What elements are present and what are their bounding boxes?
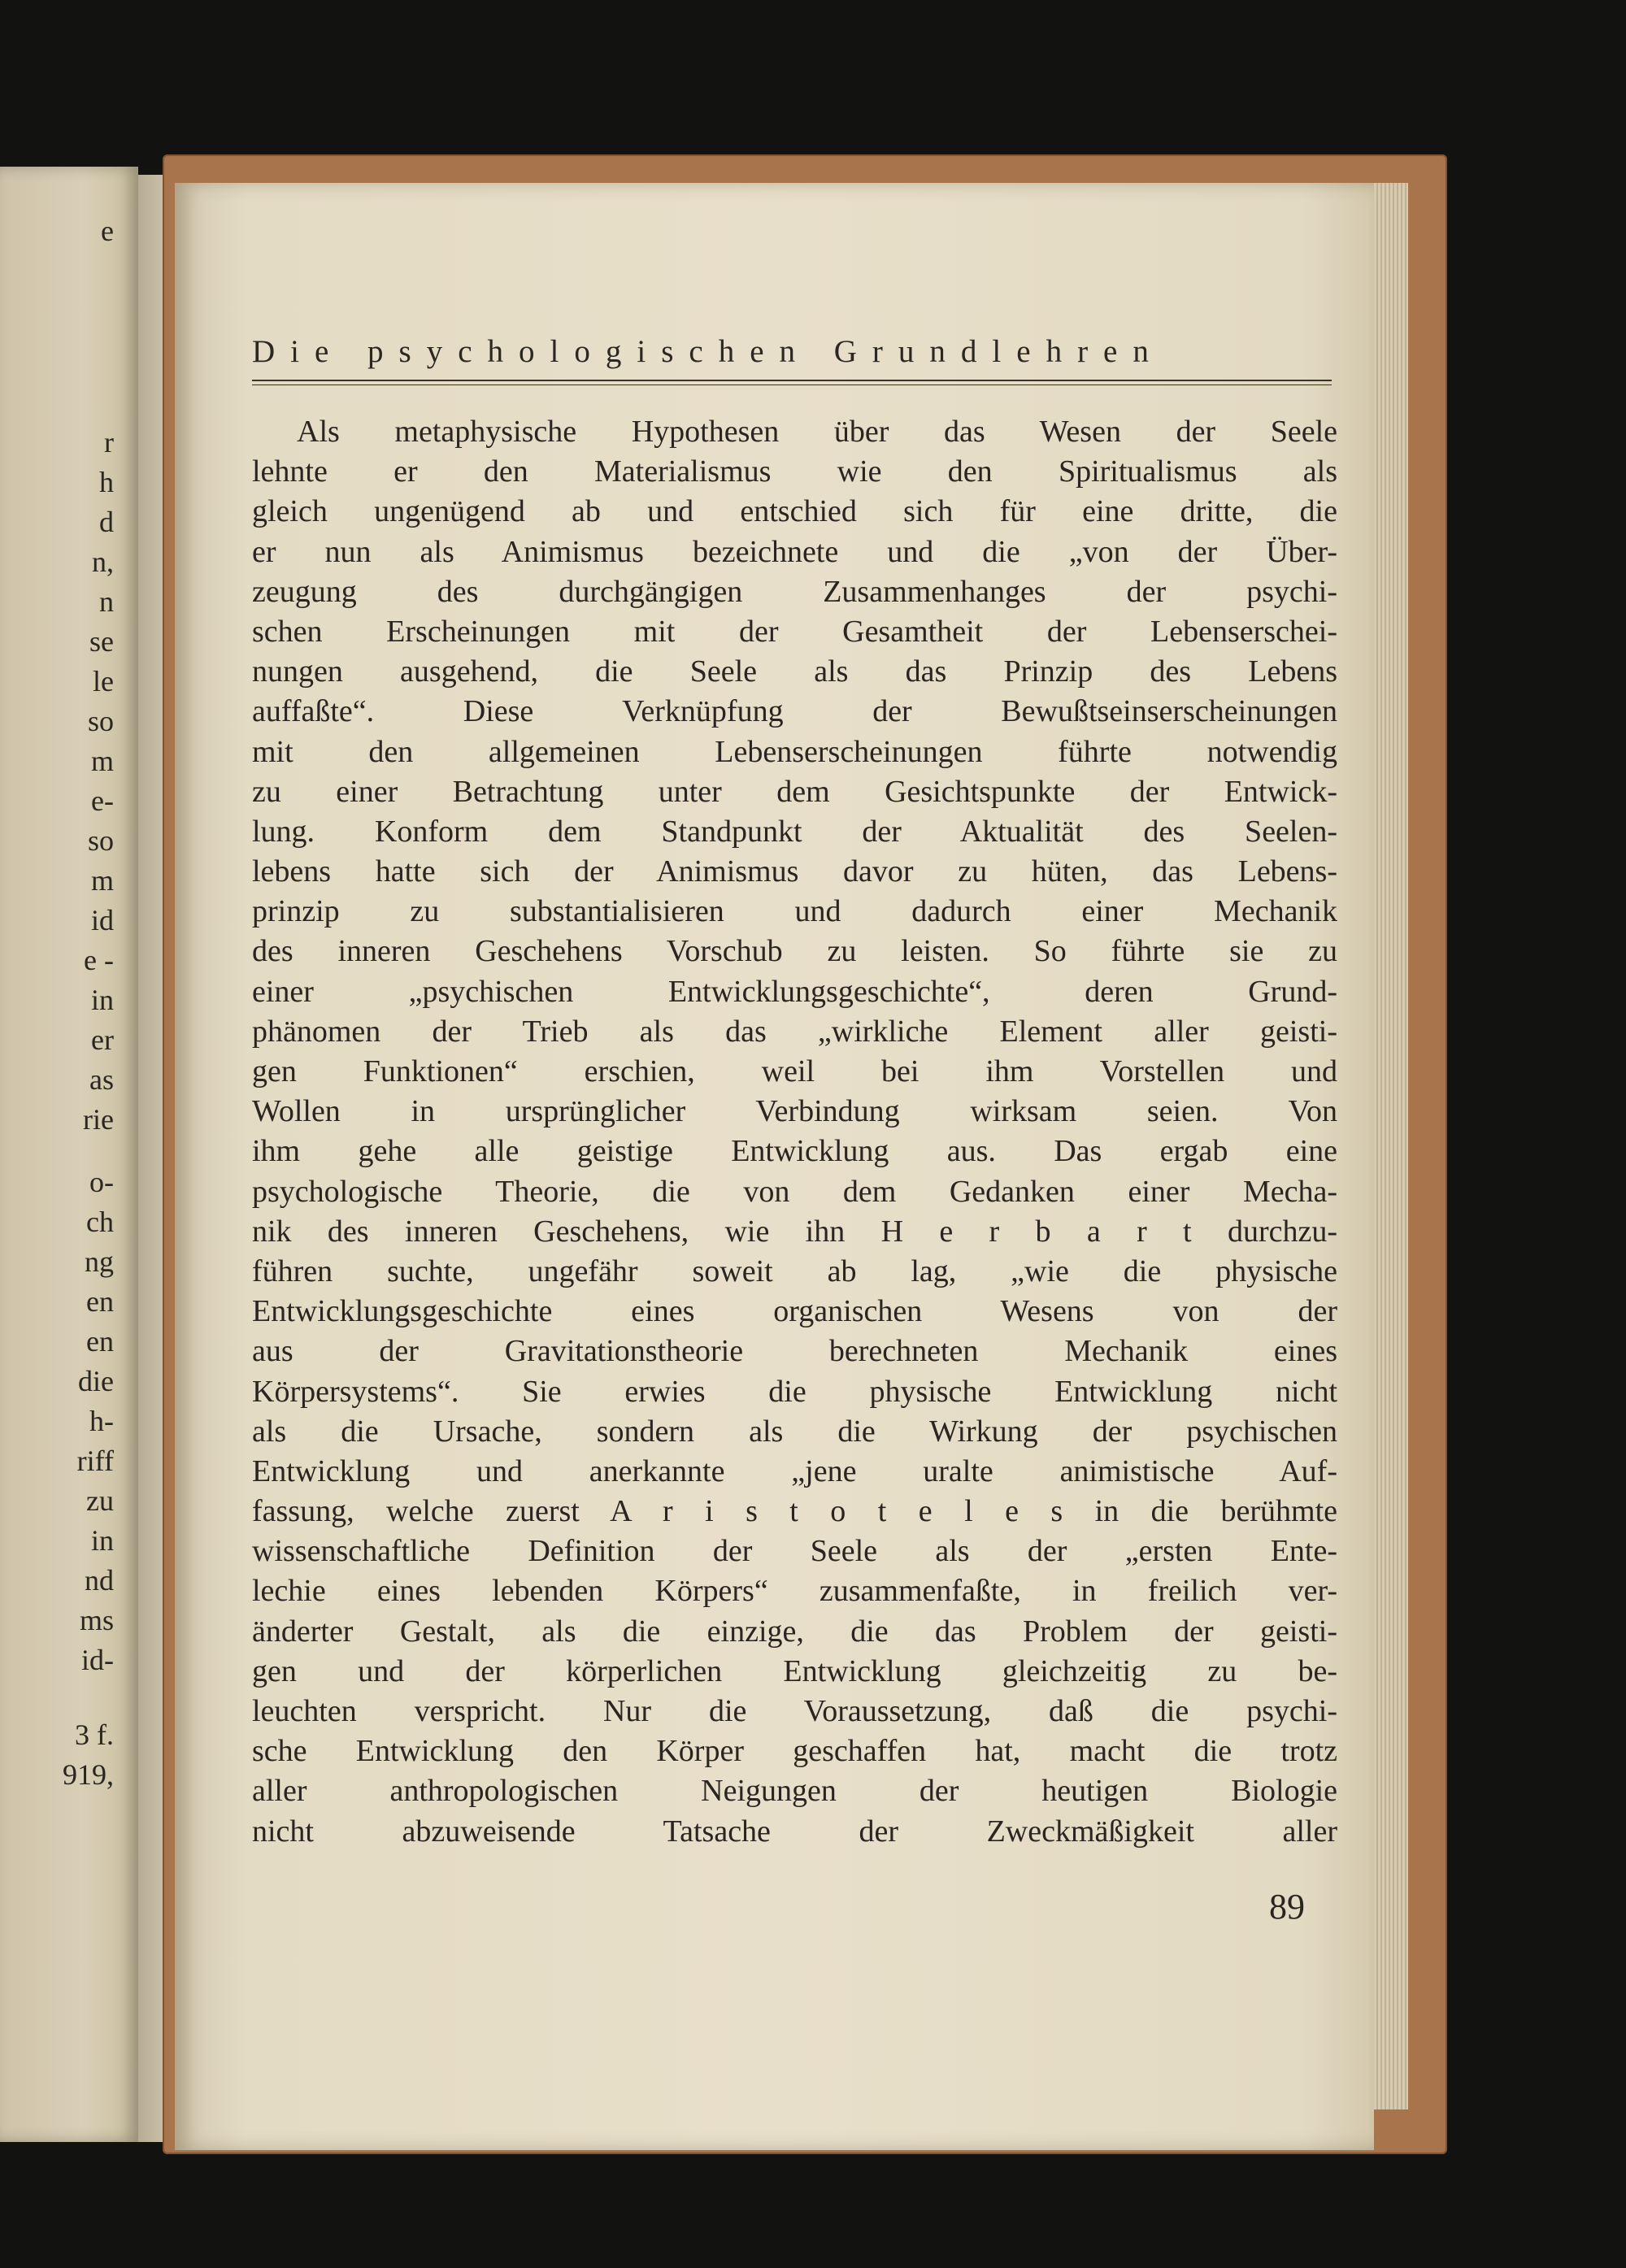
left-page-fragment: zu (86, 1484, 114, 1517)
left-page-fragment: m (90, 864, 114, 897)
text-line: leuchten verspricht. Nur die Voraussetzung, daß die psychi- (252, 1694, 1337, 1728)
text-line: änderter Gestalt, als die einzige, die das Problem der geisti- (252, 1614, 1337, 1649)
text-line: nik des inneren Geschehens, wie ihn H e r b a r t durchzu- (252, 1214, 1337, 1249)
text-line: einer „psychischen Entwicklungsgeschichte“, deren Grund- (252, 974, 1337, 1009)
left-page-fragment: rie (83, 1103, 114, 1136)
text-line: wissenschaftliche Definition der Seele als der „ersten Ente- (252, 1534, 1337, 1569)
text-line: gen Funktionen“ erschien, weil bei ihm Vorstellen und (252, 1054, 1337, 1088)
left-page-fragment: ng (85, 1245, 114, 1278)
left-page-fragment: d (99, 506, 114, 538)
left-page-fragment: in (90, 984, 114, 1016)
text-line: als die Ursache, sondern als die Wirkung der psychischen (252, 1414, 1337, 1449)
left-page-fragment: h- (89, 1405, 114, 1437)
text-line: Wollen in ursprünglicher Verbindung wirksam seien. Von (252, 1094, 1337, 1129)
left-page-fragment: id- (81, 1644, 114, 1676)
text-line: psychologische Theorie, die von dem Gedanken einer Mecha- (252, 1174, 1337, 1209)
text-line: zeugung des durchgängigen Zusammenhanges der psychi- (252, 574, 1337, 609)
left-page-fragment: e (101, 215, 114, 247)
left-page-fragment: se (89, 625, 114, 658)
left-page-fragment: as (89, 1063, 114, 1096)
text-line: des inneren Geschehens Vorschub zu leisten. So führte sie zu (252, 934, 1337, 969)
text-line: schen Erscheinungen mit der Gesamtheit der Lebenserschei- (252, 614, 1337, 649)
left-page-fragment: in (90, 1524, 114, 1557)
text-line: aller anthropologischen Neigungen der heutigen Biologie (252, 1774, 1337, 1809)
previous-page (0, 167, 138, 2142)
left-page-fragment: en (86, 1325, 114, 1358)
left-page-fragment: 919, (63, 1758, 114, 1791)
text-line: nicht abzuweisende Tatsache der Zweckmäßigkeit aller (252, 1814, 1337, 1849)
text-line: lung. Konform dem Standpunkt der Aktualität des Seelen- (252, 814, 1337, 849)
left-page-fragment: ch (86, 1206, 114, 1238)
left-page-fragment: n (99, 585, 114, 618)
left-page-fragment: ms (79, 1604, 114, 1636)
left-page-fragment: m (90, 745, 114, 777)
current-page (175, 183, 1374, 2150)
text-line: Entwicklung und anerkannte „jene uralte animistische Auf- (252, 1453, 1337, 1488)
left-page-fragment: e - (84, 944, 114, 976)
text-line: fassung, welche zuerst A r i s t o t e l e s in die berühmte (252, 1494, 1337, 1529)
left-page-fragment: e- (91, 784, 114, 817)
text-line: gleich ungenügend ab und entschied sich für eine dritte, die (252, 494, 1337, 529)
text-line: lehnte er den Materialismus wie den Spiritualismus als (252, 454, 1337, 489)
text-line: ihm gehe alle geistige Entwicklung aus. Das ergab eine (252, 1134, 1337, 1169)
text-line: lebens hatte sich der Animismus davor zu hüten, das Lebens- (252, 854, 1337, 889)
body-text (252, 412, 1337, 1852)
text-line: nungen ausgehend, die Seele als das Prinzip des Lebens (252, 654, 1337, 689)
left-page-fragment: o- (89, 1166, 114, 1198)
left-page-fragment: le (93, 665, 114, 697)
text-line: führen suchte, ungefähr soweit ab lag, „wie die physische (252, 1253, 1337, 1288)
page-number: 89 (1269, 1887, 1305, 1927)
text-line: aus der Gravitationstheorie berechneten Mechanik eines (252, 1334, 1337, 1369)
text-line: lechie eines lebenden Körpers“ zusammenfaßte, in freilich ver- (252, 1574, 1337, 1609)
left-page-fragment: h (99, 466, 114, 498)
left-page-fragment: id (90, 904, 114, 936)
head-rule (252, 380, 1332, 381)
left-page-fragment: 3 f. (75, 1718, 114, 1751)
text-line: Als metaphysische Hypothesen über das Wesen der Seele (297, 415, 1337, 449)
left-page-fragment: en (86, 1285, 114, 1318)
text-line: phänomen der Trieb als das „wirkliche Element aller geisti- (252, 1014, 1337, 1049)
text-line: auffaßte“. Diese Verknüpfung der Bewußtseinserscheinungen (252, 694, 1337, 729)
left-page-fragment: so (87, 705, 114, 737)
text-line: prinzip zu substantialisieren und dadurch einer Mechanik (252, 894, 1337, 929)
left-page-fragment: er (91, 1023, 114, 1056)
left-page-fragment: so (87, 824, 114, 857)
text-line: zu einer Betrachtung unter dem Gesichtspunkte der Entwick- (252, 774, 1337, 809)
left-page-fragment: riff (76, 1445, 114, 1477)
left-page-fragment: n, (92, 545, 114, 578)
text-line: Körpersystems“. Sie erwies die physische Entwicklung nicht (252, 1374, 1337, 1409)
left-page-fragment: die (78, 1365, 114, 1397)
text-line: gen und der körperlichen Entwicklung gleichzeitig zu be- (252, 1653, 1337, 1688)
text-line: er nun als Animismus bezeichnete und die „von der Über- (252, 534, 1337, 569)
running-head: Die psychologischen Grundlehren (252, 334, 1164, 369)
left-page-fragment: nd (85, 1564, 114, 1597)
left-page-fragment: r (104, 426, 114, 458)
text-line: Entwicklungsgeschichte eines organischen Wesens von der (252, 1294, 1337, 1329)
text-line: mit den allgemeinen Lebenserscheinungen führte notwendig (252, 734, 1337, 769)
text-line: sche Entwicklung den Körper geschaffen hat, macht die trotz (252, 1734, 1337, 1769)
